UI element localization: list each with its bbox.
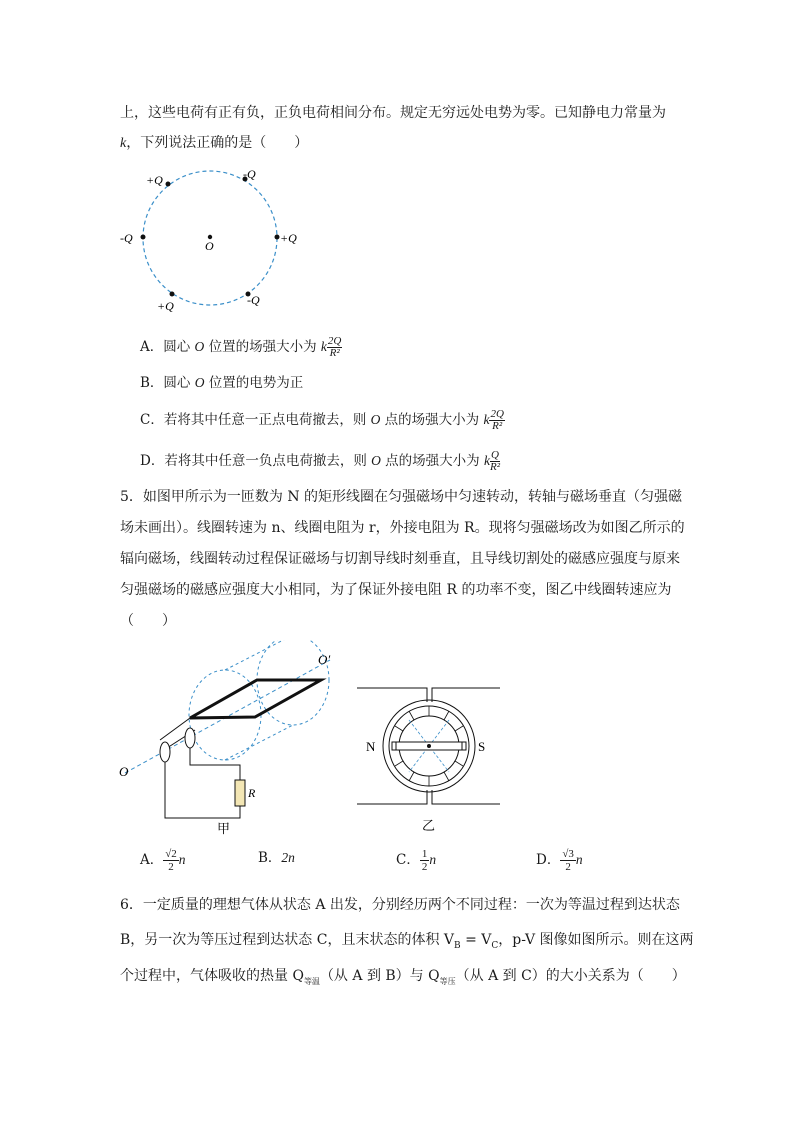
resistor-label: R — [248, 786, 256, 800]
q4-option-a-text: A．圆心 — [140, 339, 195, 355]
q4-option-b-text: B．圆心 — [140, 375, 195, 391]
q4-stem-line2 — [120, 133, 308, 154]
axis-label-oprime: O′ — [318, 652, 331, 667]
q5-option-c-label: C． — [396, 852, 420, 868]
q4-option-a-frac — [327, 336, 342, 359]
q5-option-a-n: n — [178, 852, 186, 867]
q4-option-c[interactable] — [140, 409, 505, 432]
q4-option-d-num: Q — [491, 449, 499, 461]
q4-option-c-k: k — [483, 412, 490, 427]
q5-option-c-den: 2 — [421, 861, 428, 873]
q6-stem-line3-mid: （从 A 到 B）与 Q — [319, 968, 440, 984]
figure-jia-generator — [115, 640, 345, 840]
q6-sub-isobaric: 等压 — [439, 976, 456, 986]
q6-stem-line2-rest: ，p-V 图像如图所示。则在这两 — [498, 932, 694, 948]
q5-option-c-n: n — [429, 852, 437, 867]
charge-bottom-right-label: -Q — [247, 293, 260, 307]
q4-option-c-text: C．若将其中任意一正点电荷撤去，则 — [140, 412, 371, 428]
resistor-icon — [235, 780, 245, 806]
q6-sub-isothermal: 等温 — [303, 976, 320, 986]
charge-right — [275, 235, 280, 240]
charge-left — [141, 235, 146, 240]
figure-jia-caption: 甲 — [217, 821, 231, 836]
q5-option-b[interactable] — [258, 848, 295, 868]
q5-stem-line2: 场未画出）。线圈转速为 n、线圈电阻为 r，外接电阻为 R。现将匀强磁场改为如图乙所示的 — [120, 520, 685, 536]
center-label: O — [205, 239, 214, 253]
charge-left-label: -Q — [120, 231, 133, 245]
q4-option-c-o: O — [370, 412, 381, 427]
q4-option-b-rest: 位置的电势为正 — [204, 375, 304, 391]
q6-stem-line2-text: B，另一次为等压过程到达状态 C，且末状态的体积 V — [120, 932, 455, 948]
q6-stem-line3-rest: （从 A 到 C）的大小关系为（ ） — [455, 968, 686, 984]
q4-option-c-rest: 点的场强大小为 — [380, 412, 484, 428]
pole-s-label: S — [478, 739, 486, 754]
figure-yi-radial-field — [352, 684, 507, 836]
q5-stem-line5: （ ） — [120, 613, 176, 629]
q5-option-a-den: 2 — [168, 861, 174, 873]
q5-stem-line3: 辐向磁场，线圈转动过程保证磁场与切割导线时刻垂直，且导线切割处的磁感应强度与原来 — [120, 551, 680, 567]
q4-option-a-k: k — [320, 339, 327, 354]
figure-yi-caption: 乙 — [422, 818, 436, 833]
charge-bottom-left-label: +Q — [157, 299, 174, 313]
q4-stem-line2-rest: ，下列说法正确的是（ ） — [126, 135, 309, 151]
q4-option-a-num: 2Q — [327, 335, 342, 347]
charge-bottom-left — [170, 292, 175, 297]
q5-option-d-label: D． — [536, 852, 561, 868]
k-symbol: k — [120, 136, 127, 151]
q5-option-a-num: √2 — [165, 848, 177, 860]
q6-stem-line3-text: 个过程中，气体吸收的热量 Q — [120, 968, 304, 984]
q5-option-d[interactable] — [536, 848, 583, 873]
q5-option-a-label: A． — [140, 852, 164, 868]
pole-n-label: N — [366, 739, 376, 754]
q4-option-d-k: k — [483, 453, 490, 468]
q5-option-b-value: 2n — [281, 850, 295, 865]
q4-option-c-frac — [489, 409, 504, 432]
q5-option-a-frac — [163, 848, 179, 873]
q4-option-a-o: O — [194, 339, 205, 354]
q4-option-d-text: D．若将其中任意一负点电荷撤去，则 — [140, 453, 372, 469]
q4-option-a-rest: 位置的场强大小为 — [204, 339, 321, 355]
q6-sub-b: B — [454, 940, 461, 951]
charge-top-left — [166, 182, 171, 187]
q5-option-a[interactable] — [140, 848, 186, 873]
q4-option-d-frac — [490, 450, 500, 473]
q4-option-b[interactable] — [140, 373, 303, 393]
q4-option-b-o: O — [194, 375, 205, 390]
q4-option-c-num: 2Q — [490, 408, 504, 420]
q4-stem-line1: 上，这些电荷有正有负，正负电荷相间分布。规定无穷远处电势为零。已知静电力常量为 — [120, 105, 666, 121]
q5-option-d-num: √3 — [562, 848, 574, 860]
q5-stem-line4: 匀强磁场的磁感应强度大小相同，为了保证外接电阻 R 的功率不变，图乙中线圈转速应为 — [120, 582, 672, 598]
q6-stem-line2-eq: = V — [460, 932, 492, 948]
q5-option-c-num: 1 — [421, 848, 428, 860]
q5-option-b-label: B． — [258, 850, 282, 866]
q4-option-c-den: R² — [492, 420, 503, 432]
q5-option-d-frac — [560, 848, 576, 873]
q6-stem-line2 — [120, 930, 694, 956]
q5-option-c-frac — [420, 848, 430, 873]
q5-option-d-den: 2 — [565, 861, 571, 873]
q5-stem-line1: 5．如图甲所示为一匝数为 N 的矩形线圈在匀强磁场中匀速转动，转轴与磁场垂直（匀强磁 — [120, 489, 683, 505]
q4-option-a-den: R² — [329, 347, 340, 359]
charge-right-label: +Q — [280, 231, 297, 245]
q4-option-a[interactable] — [140, 336, 342, 359]
q5-option-d-n: n — [575, 852, 583, 867]
q6-sub-c: C — [491, 940, 499, 951]
q4-option-d[interactable] — [140, 450, 500, 473]
q4-option-d-den: R² — [489, 461, 500, 473]
q4-option-d-rest: 点的场强大小为 — [380, 453, 484, 469]
axis-label-o: O — [119, 764, 129, 779]
charge-top-right-label: -Q — [243, 167, 256, 181]
charge-top-left-label: +Q — [146, 173, 163, 187]
q4-option-d-o: O — [371, 453, 381, 468]
q6-stem-line3 — [120, 966, 686, 992]
charge-ring-diagram — [110, 160, 310, 315]
q5-option-c[interactable] — [396, 848, 436, 873]
q6-stem-line1: 6．一定质量的理想气体从状态 A 出发，分别经历两个不同过程：一次为等温过程到达状态 — [120, 897, 680, 913]
